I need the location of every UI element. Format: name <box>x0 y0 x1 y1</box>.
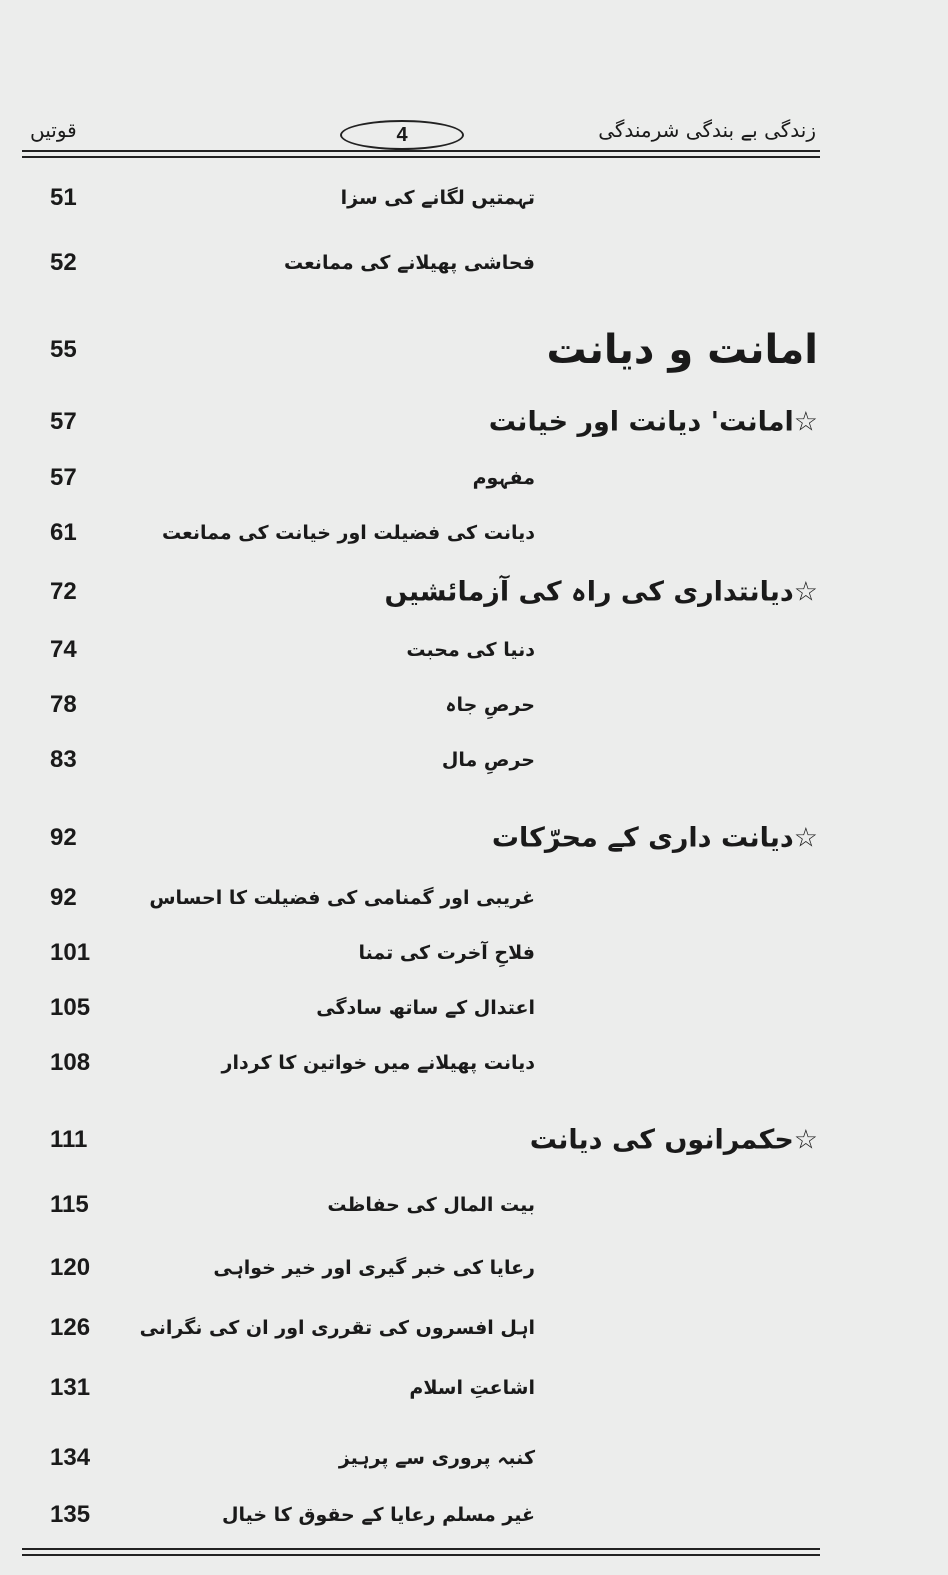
page-number-ref: 51 <box>50 184 77 211</box>
entry-title: فحاشی پھیلانے کی ممانعت <box>283 252 535 274</box>
page-number-ref: 52 <box>50 249 77 276</box>
entry-title: حرصِ مال <box>441 749 535 771</box>
entry-title: دیانت پھیلانے میں خواتین کا کردار <box>221 1052 535 1074</box>
entry-title: دیانت کی فضیلت اور خیانت کی ممانعت <box>162 522 535 544</box>
entry-title: رعایا کی خبر گیری اور خیر خواہی <box>213 1257 535 1279</box>
header-divider <box>22 150 820 152</box>
entry-title: ☆دیانتداری کی راہ کی آزمائشیں <box>384 576 818 608</box>
page-number-ref: 57 <box>50 464 77 491</box>
entry-title: غریبی اور گمنامی کی فضیلت کا احساس <box>149 887 535 909</box>
entry-title: فلاحِ آخرت کی تمنا <box>358 942 535 964</box>
entry-title: ☆امانت' دیانت اور خیانت <box>488 406 818 438</box>
entry-title: اشاعتِ اسلام <box>409 1377 535 1399</box>
page-number-ref: 78 <box>50 691 77 718</box>
entry-title: دنیا کی محبت <box>406 639 535 661</box>
entry-title: کنبہ پروری سے پرہیز <box>338 1447 535 1469</box>
entry-title: اہل افسروں کی تقرری اور ان کی نگرانی <box>139 1317 535 1339</box>
page-number-ref: 131 <box>50 1374 91 1401</box>
entry-title: بیت المال کی حفاظت <box>327 1194 535 1216</box>
entry-title: تہمتیں لگانے کی سزا <box>340 187 535 209</box>
entry-title: مفہوم <box>472 467 535 489</box>
page-number-ref: 74 <box>50 636 77 663</box>
entry-title: حرصِ جاہ <box>445 694 535 716</box>
page-number-ref: 55 <box>50 336 77 363</box>
page-number-ref: 92 <box>50 884 77 911</box>
page-number: 4 <box>340 120 464 150</box>
entry-title: ☆دیانت داری کے محرّکات <box>491 822 818 854</box>
entry-title: غیر مسلم رعایا کے حقوق کا خیال <box>221 1504 535 1526</box>
footer-divider <box>22 1554 820 1556</box>
page-number-ref: 101 <box>50 939 91 966</box>
page-number-ref: 111 <box>50 1126 88 1153</box>
page-number-ref: 105 <box>50 994 91 1021</box>
page-number-ref: 126 <box>50 1314 91 1341</box>
book-title: زندگی بے بندگی شرمندگی <box>598 118 816 142</box>
section-title: قوتیں <box>30 118 77 142</box>
entry-title: ☆حکمرانوں کی دیانت <box>529 1124 818 1156</box>
page-number-ref: 61 <box>50 519 77 546</box>
footer-divider <box>22 1548 820 1550</box>
page-number-ref: 115 <box>50 1191 89 1218</box>
page-number-ref: 108 <box>50 1049 91 1076</box>
page-number-ref: 83 <box>50 746 77 773</box>
page-number-ref: 92 <box>50 824 77 851</box>
page-number-ref: 135 <box>50 1501 91 1528</box>
entry-title: اعتدال کے ساتھ سادگی <box>316 997 535 1019</box>
header-divider <box>22 156 820 158</box>
page-number-ref: 120 <box>50 1254 91 1281</box>
entry-title: امانت و دیانت <box>546 327 818 373</box>
page-number-ref: 134 <box>50 1444 91 1471</box>
page-number-ref: 57 <box>50 408 77 435</box>
page-number-ref: 72 <box>50 578 77 605</box>
